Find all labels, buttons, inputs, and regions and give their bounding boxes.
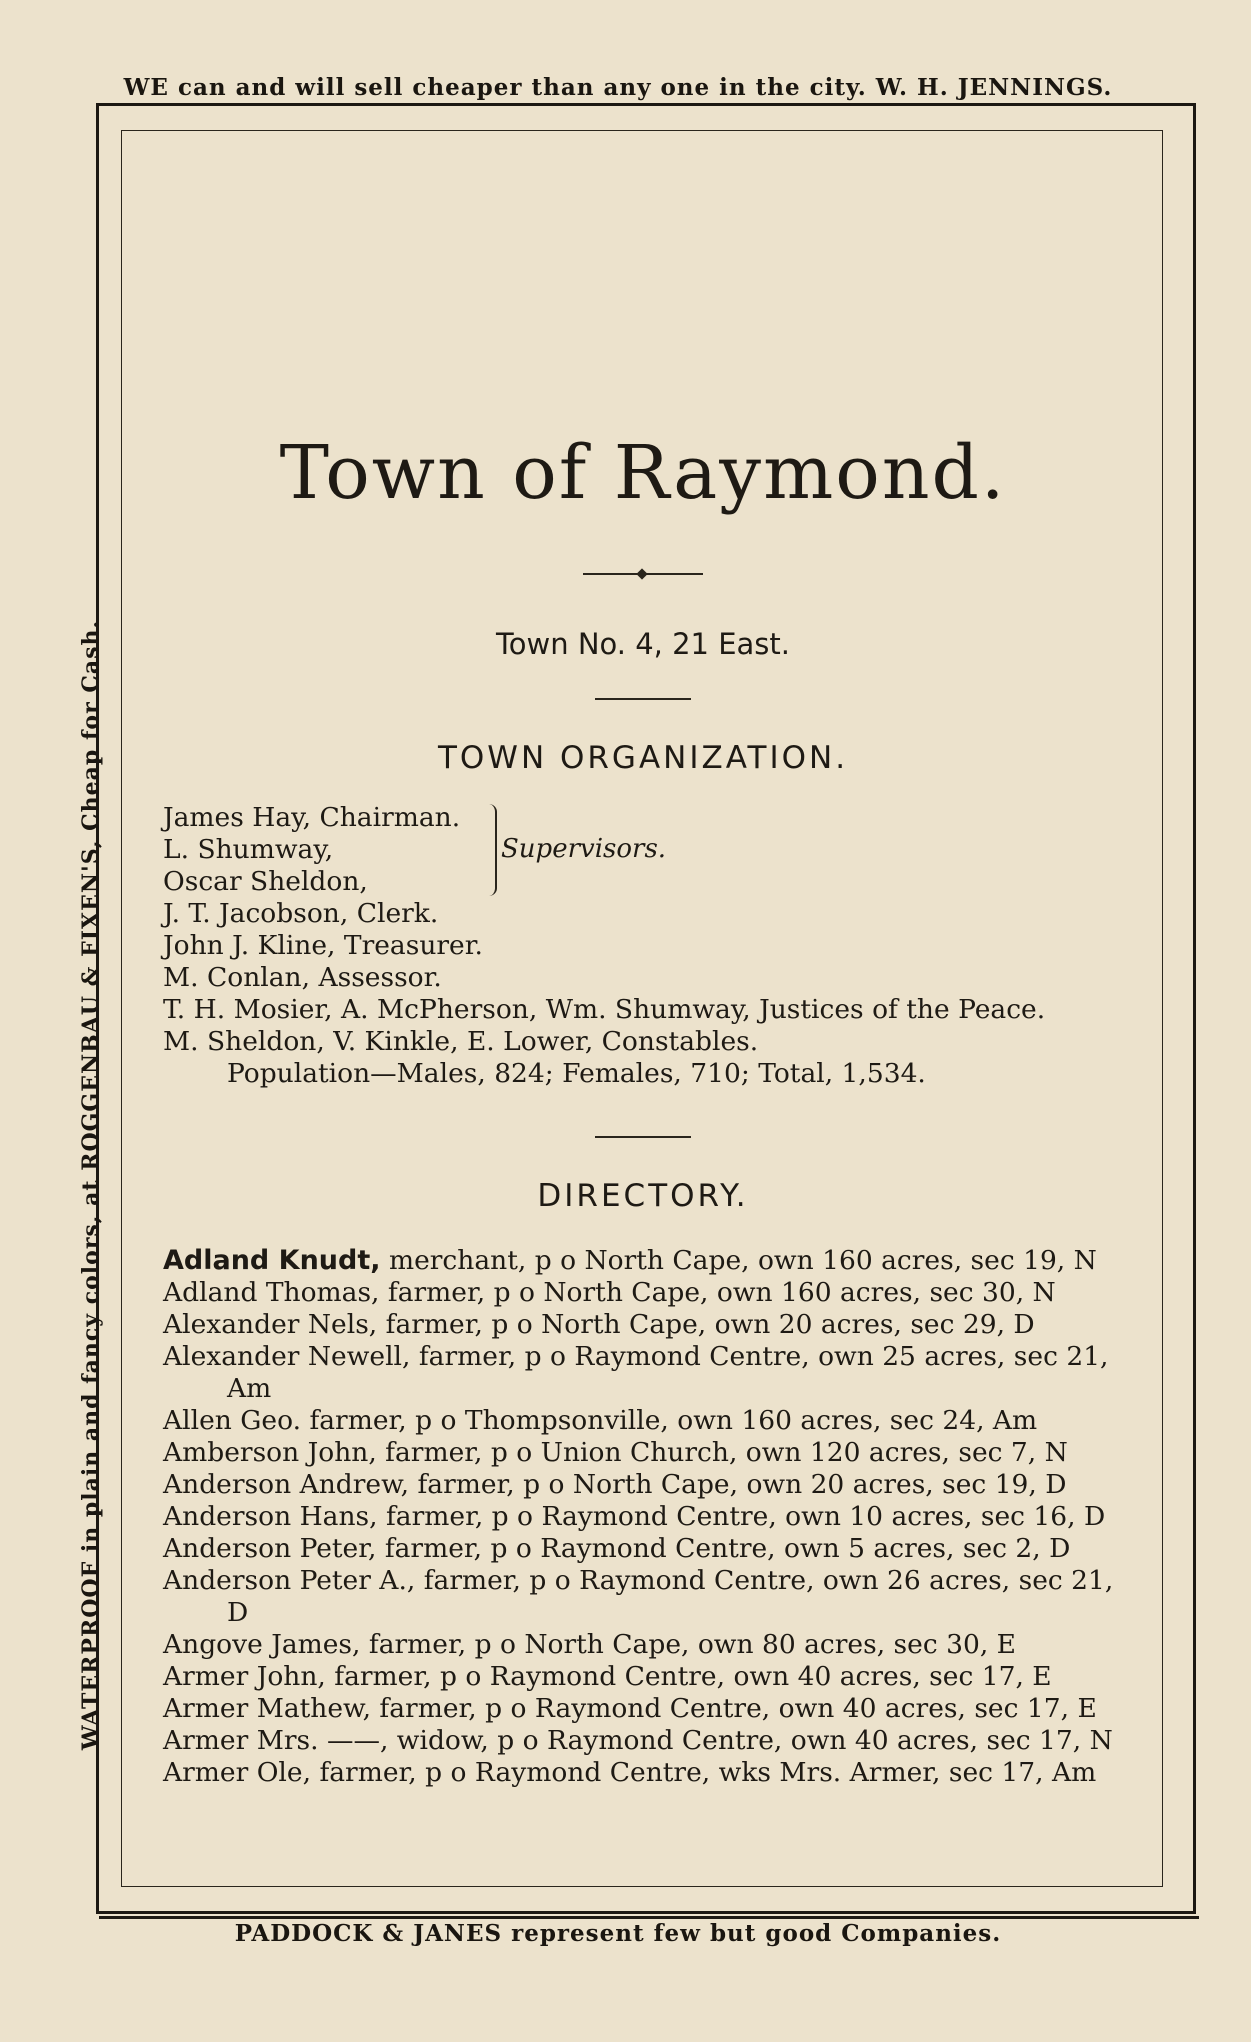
list-item: Amberson John, farmer, p o Union Church, own 120 acres, sec 7, N	[163, 1437, 1068, 1468]
list-item: Anderson Peter A., farmer, p o Raymond Centre, own 26 acres, sec 21, D	[163, 1565, 1114, 1628]
list-item: Alexander Newell, farmer, p o Raymond Centre, own 25 acres, sec 21, Am	[163, 1341, 1109, 1404]
org-line: J. T. Jacobson, Clerk.	[163, 898, 439, 929]
list-item: Angove James, farmer, p o North Cape, own 80 acres, sec 30, E	[163, 1629, 1017, 1660]
supervisors-brace	[481, 804, 497, 896]
entry-bold-name: Adland Knudt,	[163, 1245, 381, 1276]
list-item: Anderson Hans, farmer, p o Raymond Centre, own 10 acres, sec 16, D	[163, 1501, 1106, 1532]
list-item: Alexander Nels, farmer, p o North Cape, own 20 acres, sec 29, D	[163, 1309, 1035, 1340]
entry-text: merchant, p o North Cape, own 160 acres, sec 19, N	[380, 1245, 1097, 1276]
list-item	[163, 1245, 1123, 1277]
org-line: L. Shumway,	[163, 834, 334, 865]
org-line: T. H. Mosier, A. McPherson, Wm. Shumway, Justices of the Peace.	[163, 994, 1046, 1025]
org-heading: TOWN ORGANIZATION.	[437, 740, 849, 776]
divider-rule	[595, 698, 691, 700]
org-line: M. Sheldon, V. Kinkle, E. Lower, Constables.	[163, 1026, 759, 1057]
org-line: James Hay, Chairman.	[163, 802, 461, 833]
bottom-advertisement: PADDOCK & JANES represent few but good Companies.	[234, 1920, 1002, 1947]
list-item: Armer Ole, farmer, p o Raymond Centre, wks Mrs. Armer, sec 17, Am	[163, 1757, 1097, 1788]
org-line: Oscar Sheldon,	[163, 866, 368, 897]
list-item: Anderson Andrew, farmer, p o North Cape, own 20 acres, sec 19, D	[163, 1469, 1067, 1500]
ornament-divider	[583, 573, 703, 575]
population-line: Population—Males, 824; Females, 710; Total, 1,534.	[227, 1058, 926, 1089]
list-item: Armer John, farmer, p o Raymond Centre, own 40 acres, sec 17, E	[163, 1661, 1052, 1692]
list-item: Armer Mrs. ——, widow, p o Raymond Centre, own 40 acres, sec 17, N	[163, 1725, 1113, 1756]
supervisors-label: Supervisors.	[501, 834, 667, 864]
directory-heading: DIRECTORY.	[537, 1178, 749, 1214]
page-title: Town of Raymond.	[279, 430, 1007, 516]
directory-list	[163, 1245, 1123, 1789]
org-line: John J. Kline, Treasurer.	[163, 930, 483, 961]
list-item: Adland Thomas, farmer, p o North Cape, own 160 acres, sec 30, N	[163, 1277, 1056, 1308]
list-item: Armer Mathew, farmer, p o Raymond Centre, own 40 acres, sec 17, E	[163, 1693, 1097, 1724]
top-advertisement: WE can and will sell cheaper than any one in the city. W. H. JENNINGS.	[123, 74, 1113, 101]
list-item: Anderson Peter, farmer, p o Raymond Centre, own 5 acres, sec 2, D	[163, 1533, 1071, 1564]
divider-rule	[595, 1136, 691, 1138]
list-item: Allen Geo. farmer, p o Thompsonville, own 160 acres, sec 24, Am	[163, 1405, 1038, 1436]
town-number: Town No. 4, 21 East.	[495, 627, 790, 661]
side-advertisement: WATERPROOF in plain and fancy colors, at ROGGENBAU & FIXEN'S, Cheap for Cash.	[78, 619, 104, 1751]
org-line: M. Conlan, Assessor.	[163, 962, 442, 993]
